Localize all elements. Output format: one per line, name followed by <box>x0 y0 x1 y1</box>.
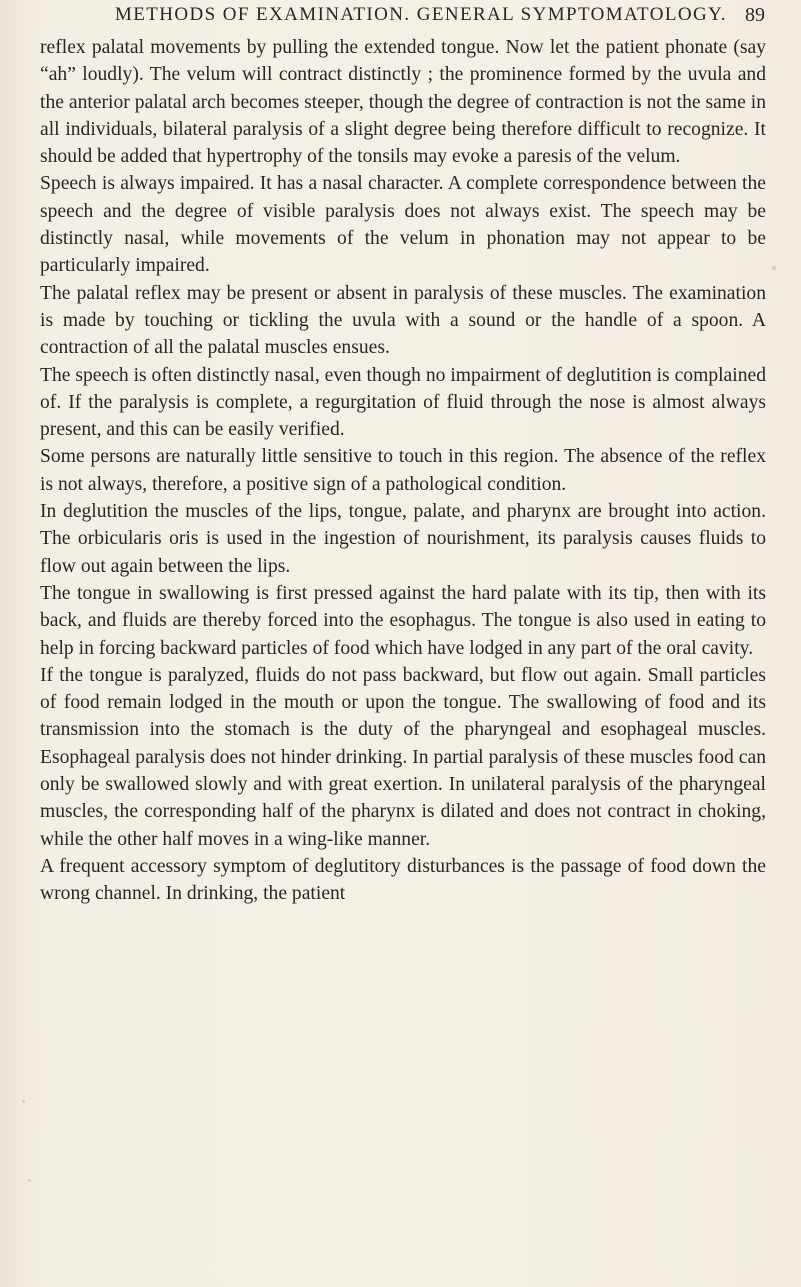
paragraph: The speech is often distinctly nasal, even though no impairment of deglutition is complained of. If the paralysis is complete, a regurgitation of fluid through the nose is almost always present, and this can be easily verified. <box>40 364 766 441</box>
page-header <box>115 4 765 30</box>
speck <box>772 266 776 270</box>
speck <box>22 1100 25 1103</box>
paragraph: Speech is always impaired. It has a nasal character. A complete correspondence between the speech and the degree of visible paralysis does not always exist. The speech may be distinctly nasal, while movements of the velum in phonation may not appear to be particularly impaired. <box>40 173 766 277</box>
paragraph: The tongue in swallowing is first pressed against the hard palate with its tip, then with its back, and fluids are thereby forced into the esophagus. The tongue is also used in eating to help in forcing backward particles of food which have lodged in any part of the oral cavity. <box>40 582 766 659</box>
paragraph: The palatal reflex may be present or absent in paralysis of these muscles. The examination is made by touching or tickling the uvula with a sound or the handle of a spoon. A contraction of all the palatal muscles ensues. <box>40 282 766 359</box>
paragraph: A frequent accessory symptom of deglutitory disturbances is the passage of food down the wrong channel. In drinking, the patient <box>40 855 766 905</box>
paragraph: If the tongue is paralyzed, fluids do not pass backward, but flow out again. Small particles of food remain lodged in the mouth or upon the tongue. The swallowing of food and its transmission into the stomach is the duty of the pharyngeal and esophageal muscles. Esophageal paralysis does not hinder drinking. In partial paralysis of these muscles food can only be swallowed slowly and with great exertion. In unilateral paralysis of the pharyngeal muscles, the corresponding half of the pharynx is dilated and does not contract in choking, while the other half moves in a wing-like manner. <box>40 664 766 850</box>
page-number: 89 <box>745 4 765 26</box>
running-head: METHODS OF EXAMINATION. GENERAL SYMPTOMATOLOGY. <box>115 4 727 25</box>
paragraph: Some persons are naturally little sensitive to touch in this region. The absence of the reflex is not always, therefore, a positive sign of a pathological condition. <box>40 446 766 495</box>
paragraph: reflex palatal movements by pulling the extended tongue. Now let the patient phonate (say “ah” loudly). The velum will contract distinctly ; the prominence formed by the uvula and the anterior palatal arch becomes steeper, though the degree of contraction is not the same in all individuals, bilateral paralysis of a slight degree being therefore difficult to recognize. It should be added that hypertrophy of the tonsils may evoke a paresis of the velum. <box>40 37 766 168</box>
speck <box>28 1179 31 1182</box>
paragraph: In deglutition the muscles of the lips, tongue, palate, and pharynx are brought into action. The orbicularis oris is used in the ingestion of nourishment, its paralysis causes fluids to flow out again between the lips. <box>40 501 766 577</box>
body-text <box>40 34 766 908</box>
